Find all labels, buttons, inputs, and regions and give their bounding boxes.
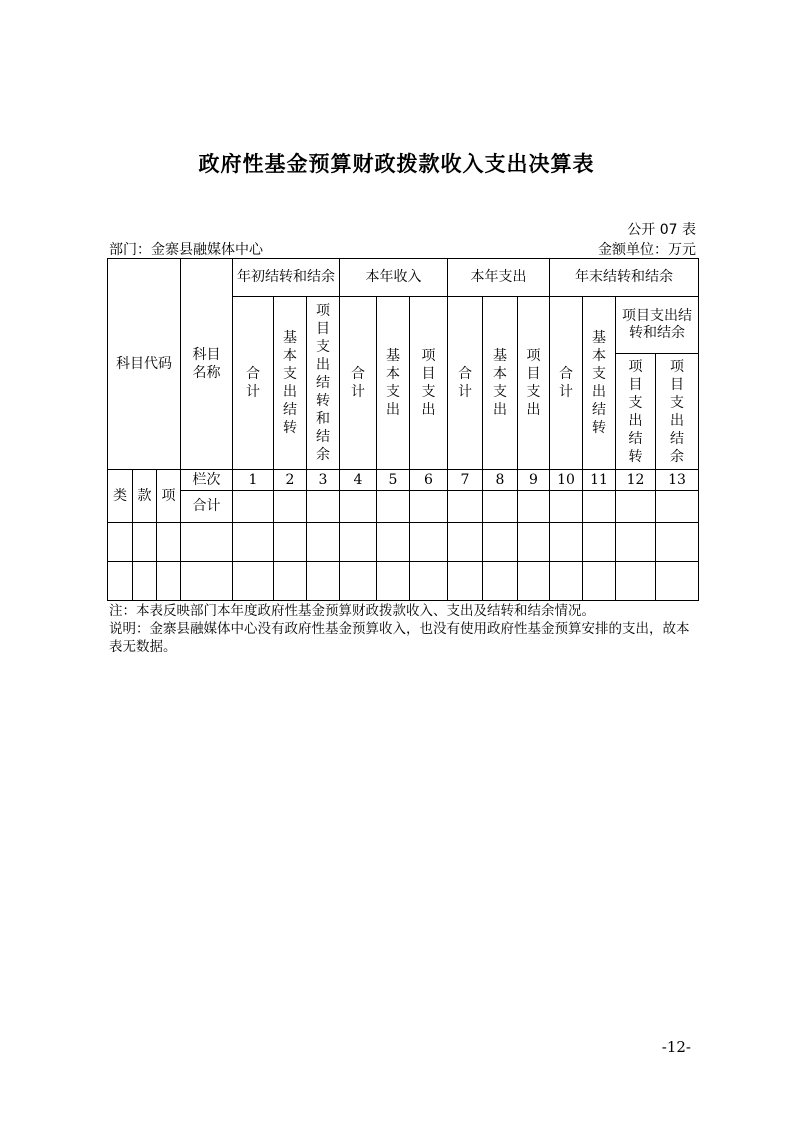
header-kuan: 款 xyxy=(133,470,157,523)
table-row xyxy=(108,523,699,562)
table-cell xyxy=(448,491,483,523)
table-cell xyxy=(410,491,448,523)
page-number: -12- xyxy=(661,1038,691,1056)
table-cell xyxy=(616,491,656,523)
table-cell xyxy=(233,491,274,523)
col-basic-carry-2: 基本支出结转 xyxy=(274,297,307,470)
header-lanci: 栏次 xyxy=(181,470,233,491)
col-number: 9 xyxy=(518,470,550,491)
department-label: 部门：金寨县融媒体中心 xyxy=(109,242,263,258)
amount-unit: 金额单位：万元 xyxy=(598,242,696,258)
col-number: 7 xyxy=(448,470,483,491)
col-number: 2 xyxy=(274,470,307,491)
table-cell xyxy=(307,491,340,523)
col-number: 5 xyxy=(377,470,410,491)
header-opening-balance: 年初结转和结余 xyxy=(233,259,340,297)
col-number: 11 xyxy=(583,470,616,491)
explain-text: 说明：金寨县融媒体中心没有政府性基金预算收入，也没有使用政府性基金预算安排的支出，故本表无数据。 xyxy=(109,621,690,655)
header-current-income: 本年收入 xyxy=(340,259,448,297)
table-cell xyxy=(518,491,550,523)
header-subject-code: 科目代码 xyxy=(108,259,181,470)
notes xyxy=(109,602,709,656)
page-title: 政府性基金预算财政拨款收入支出决算表 xyxy=(198,151,595,176)
col-total-1: 合计 xyxy=(233,297,274,470)
table-cell xyxy=(583,491,616,523)
col-total-10: 合计 xyxy=(550,297,583,470)
table-cell xyxy=(274,491,307,523)
col-total-7: 合计 xyxy=(448,297,483,470)
col-basic-carry-11: 基本支出结转 xyxy=(583,297,616,470)
col-project-exp-9: 项目支出 xyxy=(518,297,550,470)
table-row xyxy=(108,562,699,601)
col-number: 10 xyxy=(550,470,583,491)
header-current-expense: 本年支出 xyxy=(448,259,550,297)
table-cell xyxy=(483,491,518,523)
col-number: 3 xyxy=(307,470,340,491)
header-project-carry-balance: 项目支出结转和结余 xyxy=(616,297,699,354)
table-cell xyxy=(377,491,410,523)
budget-table xyxy=(107,258,699,601)
col-number: 8 xyxy=(483,470,518,491)
table-cell xyxy=(340,491,377,523)
col-number: 13 xyxy=(656,470,699,491)
total-row-label: 合计 xyxy=(181,491,233,523)
note-text: 注：本表反映部门本年度政府性基金预算财政拨款收入、支出及结转和结余情况。 xyxy=(109,603,595,619)
header-lei: 类 xyxy=(108,470,133,523)
col-basic-exp-8: 基本支出 xyxy=(483,297,518,470)
header-xiang: 项 xyxy=(157,470,181,523)
col-project-carry-12: 项目支出结转 xyxy=(616,354,656,470)
col-project-exp-6: 项目支出 xyxy=(410,297,448,470)
header-closing-balance: 年末结转和结余 xyxy=(550,259,699,297)
col-total-4: 合计 xyxy=(340,297,377,470)
col-basic-exp-5: 基本支出 xyxy=(377,297,410,470)
col-project-balance-13: 项目支出结余 xyxy=(656,354,699,470)
col-project-carry-balance-3: 项目支出结转和结余 xyxy=(307,297,340,470)
table-cell xyxy=(656,491,699,523)
col-number: 6 xyxy=(410,470,448,491)
col-number: 1 xyxy=(233,470,274,491)
col-number: 12 xyxy=(616,470,656,491)
col-number: 4 xyxy=(340,470,377,491)
table-cell xyxy=(550,491,583,523)
form-number: 公开 07 表 xyxy=(627,222,696,238)
header-subject-name: 科目名称 xyxy=(181,259,233,470)
